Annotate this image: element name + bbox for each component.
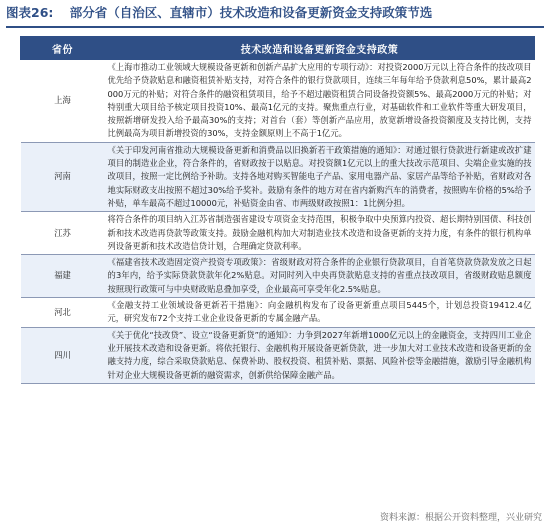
table-row-sichuan	[21, 327, 535, 383]
province-cell: 福建	[21, 255, 105, 298]
policy-cell: 《关于印发河南省推动大规模设备更新和消费品以旧换新若干政策措施的通知》：对通过银行贷款进行新建或改扩建项目的制造业企业，符合条件的，省财政按于以贴息。对投资额1亿元以上的重大技改示范项目、尖端企业实施的技改项目，按照一定比例给予补助。支持各地对购买智能电子产品、家用电器产品、家居产品等给予补贴，省财政对各地实际财政支出按照不超过30%给予奖补。鼓励有条件的地方对在省内新购汽车的消费者，按照购车价格的5%给予补贴，单车最高不超过10000元，补贴资金由省、市两级财政按照1：1比例分担。	[105, 142, 535, 211]
province-cell: 河南	[21, 142, 105, 211]
policy-cell: 《关于优化“技改贷”、设立“设备更新贷”的通知》：力争到2027年新增1000亿元以上的金融资金，支持四川工业企业开展技术改造和设备更新。将依托银行、金融机构开展设备更新贷款，进一步加大对工业技术改造和设备更新的金融支持力度，综合采取贷款贴息、保费补助、股权投资、租赁补贴、票据、风险补偿等金融措施，激励引导金融机构针对企业大规模设备更新的融资需求，创新供给保障金融产品。	[105, 327, 535, 383]
title-divider	[6, 26, 544, 28]
policy-cell: 《福建省技术改造固定资产投资专项政策》：省级财政对符合条件的企业银行贷款项目，自首笔贷款贷款发放之日起的3年内，给予实际贷款贷款年化2%贴息。对同时列入中央再贷款贴息支持的省重点技改项目，省级财政贴息额度按照现行政策可与中央财政贴息叠加享受，企业最高可享受年化2.5%贴息。	[105, 255, 535, 298]
header-policy: 技术改造和设备更新资金支持政策	[105, 37, 535, 60]
policy-table	[20, 36, 535, 384]
table-row-jiangsu	[21, 212, 535, 255]
table-row-henan	[21, 142, 535, 211]
figure-number: 图表26:	[6, 5, 54, 20]
source-note: 资料来源：根据公开资料整理，兴业研究	[379, 513, 542, 523]
province-cell: 四川	[21, 327, 105, 383]
policy-cell: 《金融支持工业领域设备更新若干措施》：向金融机构发布了设备更新重点项目5445个，计划总投资19412.4亿元，研究发布72个支持工业企业设备更新的专属金融产品。	[105, 298, 535, 328]
policy-cell: 将符合条件的项目纳入江苏省制造强省建设专项资金支持范围，积极争取中央预算内投资、超长期特别国债、科技创新和技术改造再贷款等政策支持。鼓励金融机构加大对制造业技术改造和设备更新的支持力度，有条件的银行机构单列设备更新和技术改造信贷计划，合理确定贷款利率。	[105, 212, 535, 255]
figure-caption: 部分省（自治区、直辖市）技术改造和设备更新资金支持政策节选	[69, 5, 433, 20]
province-cell: 江苏	[21, 212, 105, 255]
table-row-hebei	[21, 298, 535, 328]
header-province: 省份	[21, 37, 105, 60]
province-cell: 河北	[21, 298, 105, 328]
figure-title	[6, 2, 544, 24]
table-row-fujian	[21, 255, 535, 298]
table-row-shanghai	[21, 60, 535, 143]
policy-cell: 《上海市推动工业领域大规模设备更新和创新产品扩大应用的专项行动》：对投资2000万元以上符合条件的技改项目优先给予贷款贴息和融资租赁补贴支持，对符合条件的银行贷款项目，连续三年每年给予贷款利息50%，累计最高2000万元的补贴；对符合条件的融资租赁项目，给予不超过融资租赁合同设备投资额5%、最高2000万元的补贴；对特别重大项目给予核定项目投资10%、最高1亿元的支持。聚焦重点行业，对基础软件和工业软件等重大研发项目，按照新增研发投入给予最高30%的支持；对首台（套）等创新产品应用，放宽新增设备投资额度及支持比例，支持比例最高为项目新增投资的30%，支持金额原则上不高于1亿元。	[105, 60, 535, 143]
table-header-row	[21, 37, 535, 60]
province-cell: 上海	[21, 60, 105, 143]
